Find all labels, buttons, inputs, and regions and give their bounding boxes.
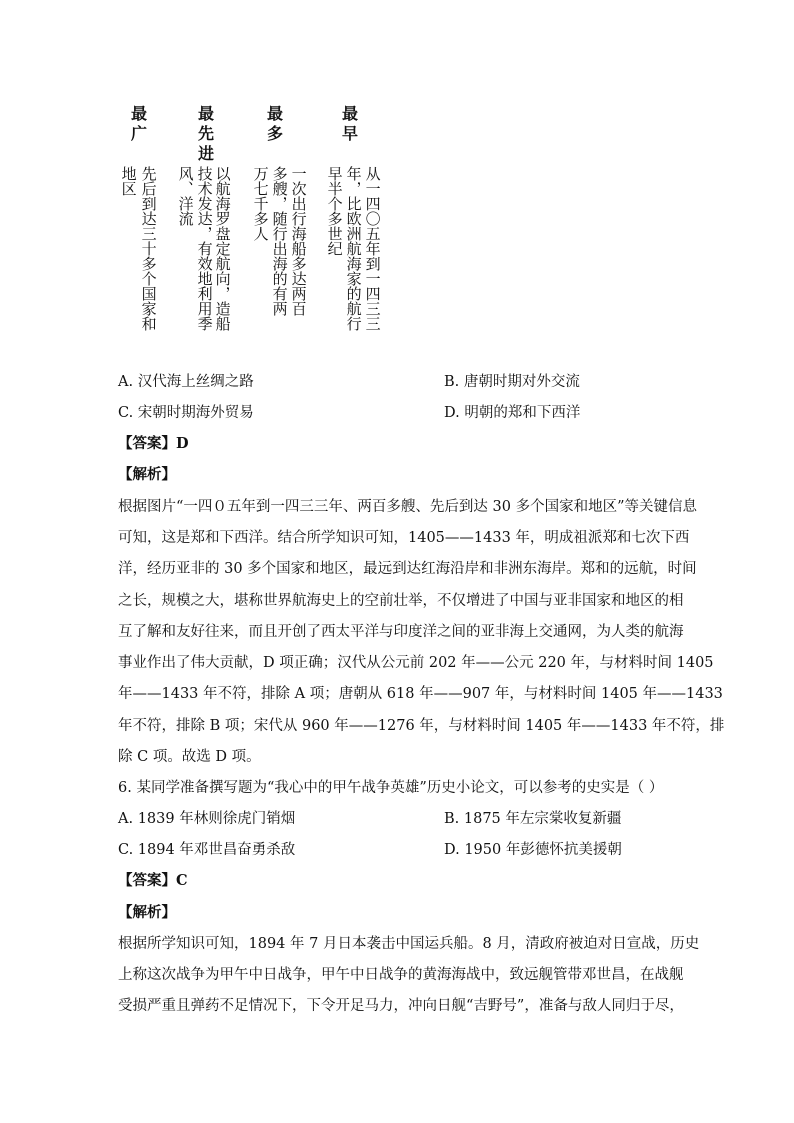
table-header-most-advanced: 最先进 <box>197 104 214 163</box>
vertical-text-line: 一次出行海船多达两百 <box>289 166 308 316</box>
q6-analysis-label: 【解析】 <box>118 904 176 921</box>
analysis-line: 年不符，排除 B 项；宋代从 960 年——1276 年，与材料时间 1405 年——1433 年不符，排 <box>118 718 725 734</box>
analysis-line: 互了解和友好往来，而且开创了西太平洋与印度洋之间的亚非海上交通网，为人类的航海 <box>118 624 684 640</box>
vertical-text-line: 技术发达，有效地利用季 <box>195 166 214 331</box>
q5-answer: 【答案】D <box>118 435 189 452</box>
q6-option-b: B. 1875 年左宗棠收复新疆 <box>444 811 622 827</box>
table-header-earliest: 最早 <box>341 104 358 143</box>
vertical-text-line: 从一四〇五年到一四三三 <box>363 166 382 331</box>
analysis-line: 可知，这是郑和下西洋。结合所学知识可知，1405——1433 年，明成祖派郑和七次下西 <box>118 530 690 546</box>
table-header-most: 最多 <box>266 104 283 143</box>
q6-option-c: C. 1894 年邓世昌奋勇杀敌 <box>118 842 296 858</box>
q6-option-d: D. 1950 年彭德怀抗美援朝 <box>444 842 622 858</box>
q6-answer: 【答案】C <box>118 872 188 889</box>
vertical-text-line: 先后到达三十多个国家和 <box>139 166 158 331</box>
analysis-line: 洋，经历亚非的 30 多个国家和地区，最远到达红海沿岸和非洲东海岸。郑和的远航，时间 <box>118 561 697 577</box>
analysis-line: 上称这次战争为甲午中日战争，甲午中日战争的黄海海战中，致远舰管带邓世昌，在战舰 <box>118 967 684 983</box>
table-header-widest: 最广 <box>130 104 147 143</box>
analysis-line: 年——1433 年不符，排除 A 项；唐朝从 618 年——907 年，与材料时间 1405 年——1433 <box>118 686 723 702</box>
q5-option-b: B. 唐朝时期对外交流 <box>444 374 580 390</box>
vertical-text-line: 地区 <box>119 166 138 196</box>
vertical-text-line: 早半个多世纪 <box>325 166 344 256</box>
analysis-line: 根据图片“一四０五年到一四三三年、两百多艘、先后到达 30 多个国家和地区”等关键信息 <box>118 499 697 515</box>
analysis-line: 事业作出了伟大贡献，D 项正确；汉代从公元前 202 年——公元 220 年，与材料时间 1405 <box>118 655 714 671</box>
analysis-line: 受损严重且弹药不足情况下，下令开足马力，冲向日舰“吉野号”，准备与敌人同归于尽， <box>118 998 684 1014</box>
vertical-text-line: 风、洋流 <box>176 166 195 226</box>
vertical-text-line: 万七千多人 <box>251 166 270 241</box>
q5-option-d: D. 明朝的郑和下西洋 <box>444 405 581 421</box>
q6-option-a: A. 1839 年林则徐虎门销烟 <box>118 811 296 827</box>
analysis-line: 之长，规模之大，堪称世界航海史上的空前壮举，不仅增进了中国与亚非国家和地区的相 <box>118 593 684 609</box>
vertical-text-line: 以航海罗盘定航向，造船 <box>213 166 232 331</box>
q5-option-c: C. 宋朝时期海外贸易 <box>118 405 254 421</box>
analysis-line: 根据所学知识可知，1894 年 7 月日本袭击中国运兵船。8 月，清政府被迫对日宣战，历史 <box>118 936 700 952</box>
analysis-line: 除 C 项。故选 D 项。 <box>118 749 261 765</box>
q5-option-a: A. 汉代海上丝绸之路 <box>118 374 254 390</box>
vertical-text-line: 多艘，随行出海的有两 <box>270 166 289 316</box>
q6-stem: 6. 某同学准备撰写题为“我心中的甲午战争英雄”历史小论文，可以参考的史实是（ ） <box>118 780 664 796</box>
q5-analysis-label: 【解析】 <box>118 466 176 483</box>
vertical-text-line: 年，比欧洲航海家的航行 <box>344 166 363 331</box>
